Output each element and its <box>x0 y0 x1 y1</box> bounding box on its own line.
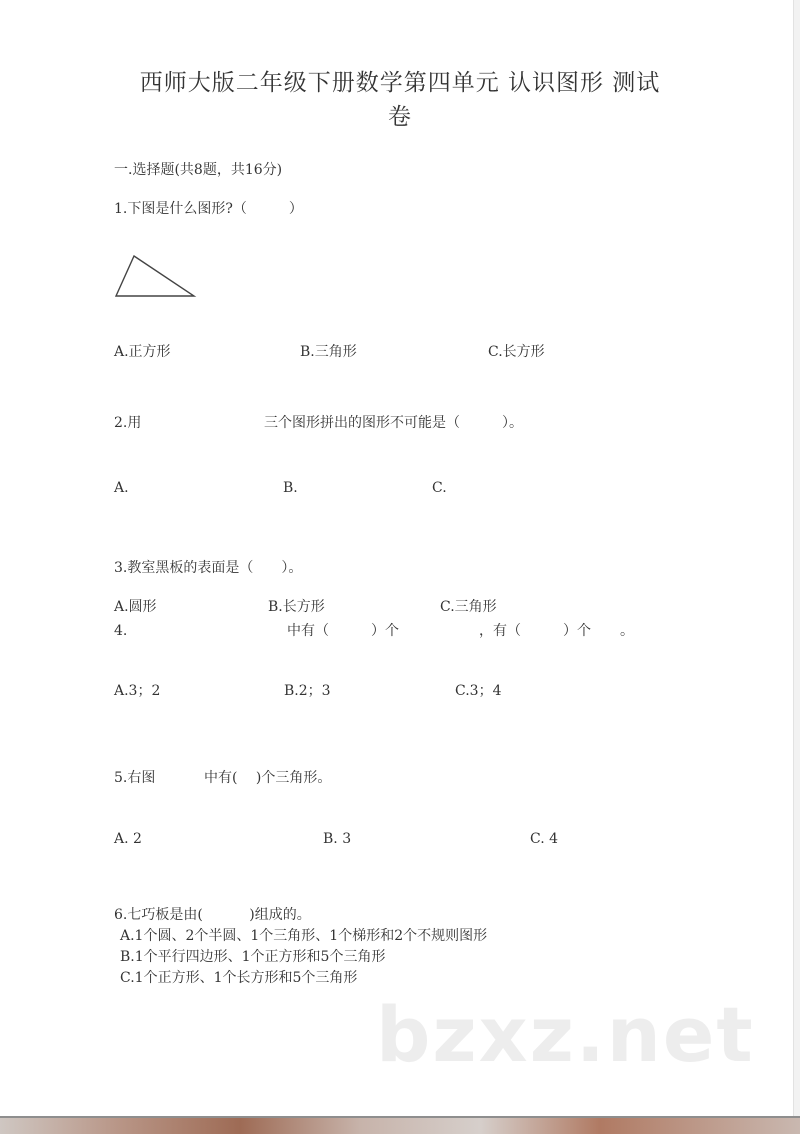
question-3-stem: 3.教室黑板的表面是（ ）。 <box>114 560 303 576</box>
question-3-option-a: A.圆形 <box>114 599 157 615</box>
question-6-stem: 6.七巧板是由( )组成的。 <box>114 907 311 923</box>
question-2-stem-suffix: 三个图形拼出的图形不可能是（ ）。 <box>264 415 523 431</box>
question-4-stem-end: 。 <box>620 623 634 639</box>
question-2-stem-prefix: 2.用 <box>114 415 142 431</box>
question-4-stem-mid2: ，有（ ）个 <box>479 623 591 639</box>
watermark: bzxz.net <box>376 990 755 1079</box>
question-4-stem-mid1: 中有（ ）个 <box>287 623 399 639</box>
question-1-option-a: A.正方形 <box>114 344 171 360</box>
question-2-option-c: C. <box>432 480 447 496</box>
background-strip <box>0 1118 800 1134</box>
question-4-stem-prefix: 4. <box>114 623 128 639</box>
question-6-option-b: B.1个平行四边形、1个正方形和5个三角形 <box>120 949 386 965</box>
document-title-line2: 卷 <box>388 104 412 130</box>
triangle-figure <box>112 252 198 302</box>
question-2-option-a: A. <box>114 480 129 496</box>
question-1-option-c: C.长方形 <box>488 344 545 360</box>
document-title-line1: 西师大版二年级下册数学第四单元 认识图形 测试 <box>139 70 661 96</box>
question-5-option-a: A. 2 <box>114 831 142 847</box>
question-5-stem-suffix: 中有( )个三角形。 <box>204 770 332 786</box>
question-5-option-c: C. 4 <box>530 831 559 847</box>
question-4-option-b: B.2；3 <box>284 683 331 699</box>
question-3-option-c: C.三角形 <box>440 599 497 615</box>
question-1-stem: 1.下图是什么图形?（ ） <box>114 201 303 217</box>
question-6-option-a: A.1个圆、2个半圆、1个三角形、1个梯形和2个不规则图形 <box>120 928 488 944</box>
question-4-option-c: C.3；4 <box>455 683 502 699</box>
question-5-option-b: B. 3 <box>323 831 352 847</box>
question-1-option-b: B.三角形 <box>300 344 357 360</box>
question-6-option-c: C.1个正方形、1个长方形和5个三角形 <box>120 970 358 986</box>
question-3-option-b: B.长方形 <box>268 599 325 615</box>
section-heading: 一.选择题(共8题，共16分) <box>114 162 283 178</box>
page-edge <box>793 0 800 1120</box>
question-5-stem-prefix: 5.右图 <box>114 770 156 786</box>
question-2-option-b: B. <box>283 480 298 496</box>
question-4-option-a: A.3；2 <box>114 683 161 699</box>
